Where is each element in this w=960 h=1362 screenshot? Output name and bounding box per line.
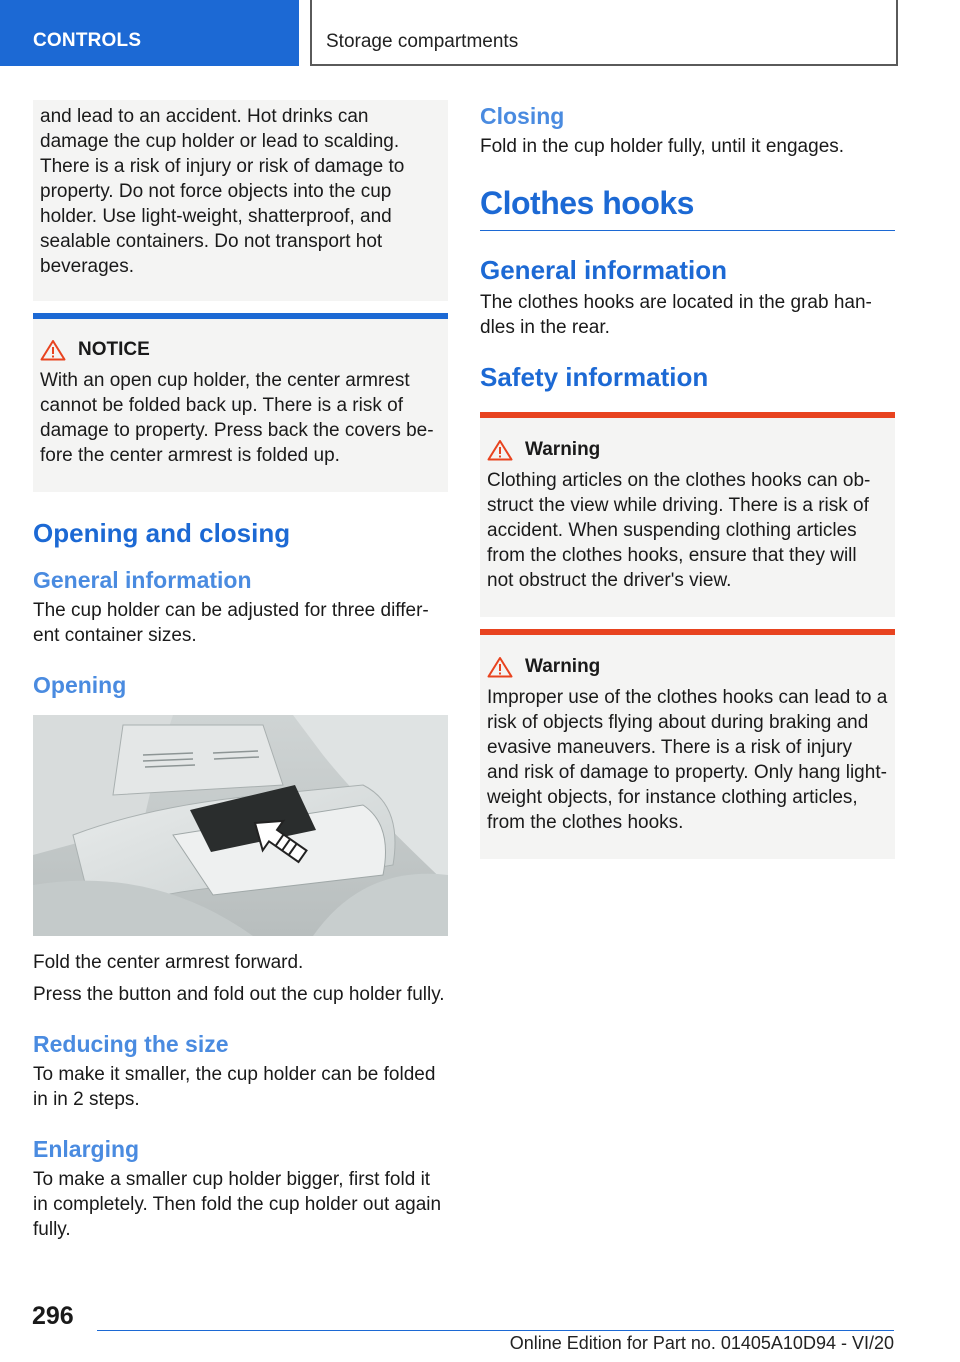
continued-warning-box: [33, 100, 448, 301]
footer-divider: [97, 1330, 894, 1331]
armrest-cup-holder-illustration: [33, 715, 448, 936]
general-info-heading-right: General information: [480, 255, 728, 285]
warning-box-1: [480, 412, 895, 617]
opening-closing-heading: Opening and closing: [33, 518, 291, 548]
step-1-text: Fold the center armrest forward.: [33, 952, 304, 973]
left-column: [33, 100, 448, 1242]
warning-box-2: [480, 629, 895, 859]
section-title: CONTROLS: [33, 30, 142, 51]
notice-title: NOTICE: [78, 339, 150, 360]
warning-1-title: Warning: [525, 439, 601, 460]
reducing-heading: Reducing the size: [33, 1031, 229, 1057]
notice-box: [33, 313, 448, 492]
notice-text: With an open cup holder, the center armrest cannot be folded back up. There is a risk of damage to property. Press back the covers be‐fore the center armrest is folded up.: [40, 370, 434, 466]
chapter-title: Storage compartments: [326, 31, 519, 52]
edition-note: Online Edition for Part no. 01405A10D94 - VI/20: [509, 1333, 894, 1353]
clothes-hooks-heading: Clothes hooks: [480, 185, 895, 231]
warning-2-title-row: [487, 656, 888, 678]
chapter-tab: [310, 0, 898, 66]
warning-1-title-row: [487, 439, 888, 461]
page-number: 296: [32, 1302, 74, 1330]
general-info-text-right: The clothes hooks are located in the grab han‐dles in the rear.: [480, 292, 872, 338]
enlarging-text: To make a smaller cup holder bigger, first fold it in completely. Then fold the cup holder out again fully.: [33, 1169, 442, 1240]
warning-triangle-icon: [487, 656, 513, 678]
enlarging-heading: Enlarging: [33, 1136, 140, 1162]
general-info-heading: General information: [33, 567, 252, 593]
closing-text: Fold in the cup holder fully, until it engages.: [480, 136, 845, 157]
warning-2-title: Warning: [525, 656, 601, 677]
continued-warning-text: and lead to an accident. Hot drinks can damage the cup holder or lead to scalding. There is a risk of injury or risk of damage to property. Do not force objects into the cup holder. Use light‐weight, shatterproof, and sealable containers. Do not transport hot beverages.: [40, 106, 405, 277]
warning-triangle-icon: [40, 339, 66, 361]
warning-1-text: Clothing articles on the clothes hooks can ob‐struct the view while driving. There is a risk of accident. When suspending clothing articles from the clothes hooks, ensure that they will not obstruct the driver's view.: [487, 470, 871, 591]
warning-triangle-icon: [487, 439, 513, 461]
warning-2-text: Improper use of the clothes hooks can lead to a risk of objects flying about during braking and evasive maneuvers. There is a risk of injury and risk of damage to property. Only hang light‐weight objects, for instance clothing articles, from the clothes hooks.: [487, 687, 888, 833]
safety-info-heading: Safety information: [480, 362, 709, 392]
general-info-text: The cup holder can be adjusted for three differ‐ent container sizes.: [33, 600, 429, 646]
reducing-text: To make it smaller, the cup holder can be folded in in 2 steps.: [33, 1064, 436, 1110]
opening-heading: Opening: [33, 672, 127, 698]
step-2-text: Press the button and fold out the cup holder fully.: [33, 984, 445, 1005]
right-column: [480, 100, 895, 859]
section-tab: [0, 0, 299, 66]
closing-heading: Closing: [480, 103, 565, 129]
notice-title-row: [40, 339, 441, 361]
